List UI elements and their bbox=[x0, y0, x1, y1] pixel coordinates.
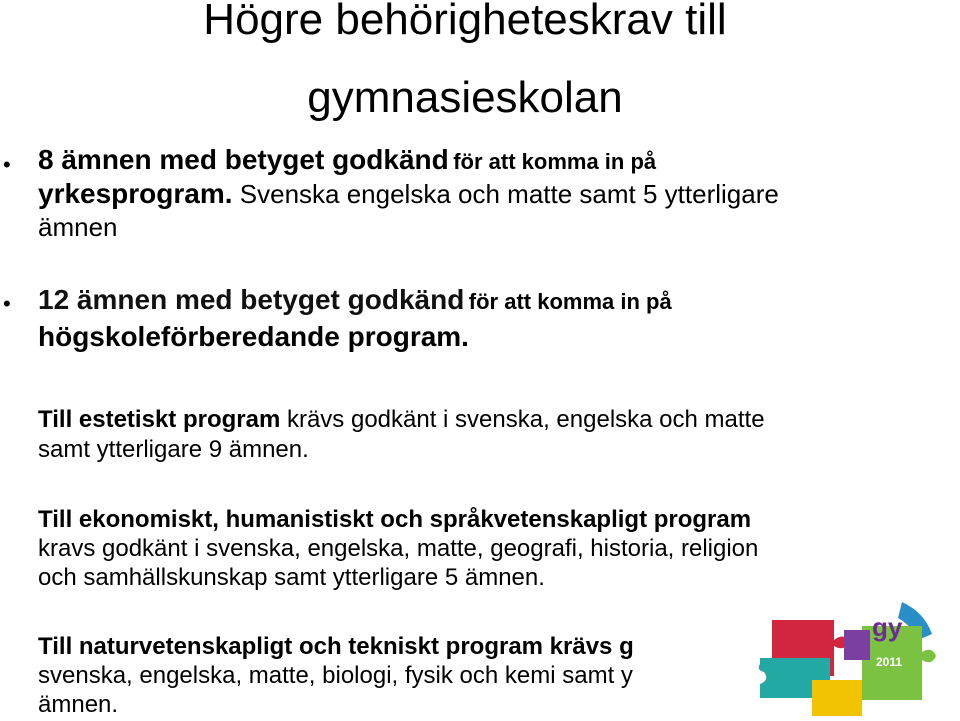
para-natur-line1: Till naturvetenskapligt och tekniskt program krävs g bbox=[38, 633, 634, 660]
bullet-2-line2: högskoleförberedande program. bbox=[38, 321, 469, 352]
bullet-1-line3: ämnen bbox=[38, 212, 118, 242]
bullet-dot-1: • bbox=[3, 152, 11, 177]
title-line-2: gymnasieskolan bbox=[307, 73, 623, 122]
bullet-2 bbox=[38, 283, 938, 317]
bullet-1-normal: Svenska engelska och matte samt 5 ytterligare bbox=[232, 179, 779, 209]
bullet-1-mid: för att komma in på bbox=[453, 149, 657, 174]
para-estetiskt bbox=[38, 404, 938, 436]
para-natur-line3: ämnen. bbox=[38, 691, 119, 718]
para-natur-line2: svenska, engelska, matte, biologi, fysik och kemi samt y bbox=[38, 662, 633, 689]
logo-year: 2011 bbox=[876, 655, 903, 669]
para-ekonomiskt-line1: Till ekonomiskt, humanistiskt och språkvetenskapligt program bbox=[38, 506, 752, 533]
bullet-1 bbox=[38, 143, 938, 177]
bullet-2-mid: för att komma in på bbox=[468, 289, 672, 314]
logo-yellow-piece bbox=[812, 680, 862, 716]
para-ekonomiskt-line2: kravs godkänt i svenska, engelska, matte, geografi, historia, religion bbox=[38, 535, 759, 562]
bullet-1-bold2: yrkesprogram. bbox=[38, 178, 233, 209]
para-estetiskt-bold: Till estetiskt program bbox=[38, 406, 281, 433]
logo-text: gy bbox=[872, 612, 903, 642]
para-ekonomiskt-line3: och samhällskunskap samt ytterligare 5 ämnen. bbox=[38, 564, 545, 591]
gy2011-logo bbox=[752, 596, 960, 716]
title-line-1: Högre behörigheteskrav till bbox=[203, 0, 727, 44]
bullet-2-text: 12 ämnen med betyget godkänd bbox=[38, 284, 465, 315]
para-estetiskt-line2: samt ytterligare 9 ämnen. bbox=[38, 436, 309, 463]
para-estetiskt-normal: krävs godkänt i svenska, engelska och matte bbox=[280, 406, 765, 433]
bullet-1-bold: 8 ämnen med betyget godkänd bbox=[38, 144, 449, 175]
bullet-dot-2: • bbox=[3, 291, 11, 316]
logo-purple-piece bbox=[844, 630, 870, 660]
bullet-1-line2 bbox=[38, 177, 938, 211]
